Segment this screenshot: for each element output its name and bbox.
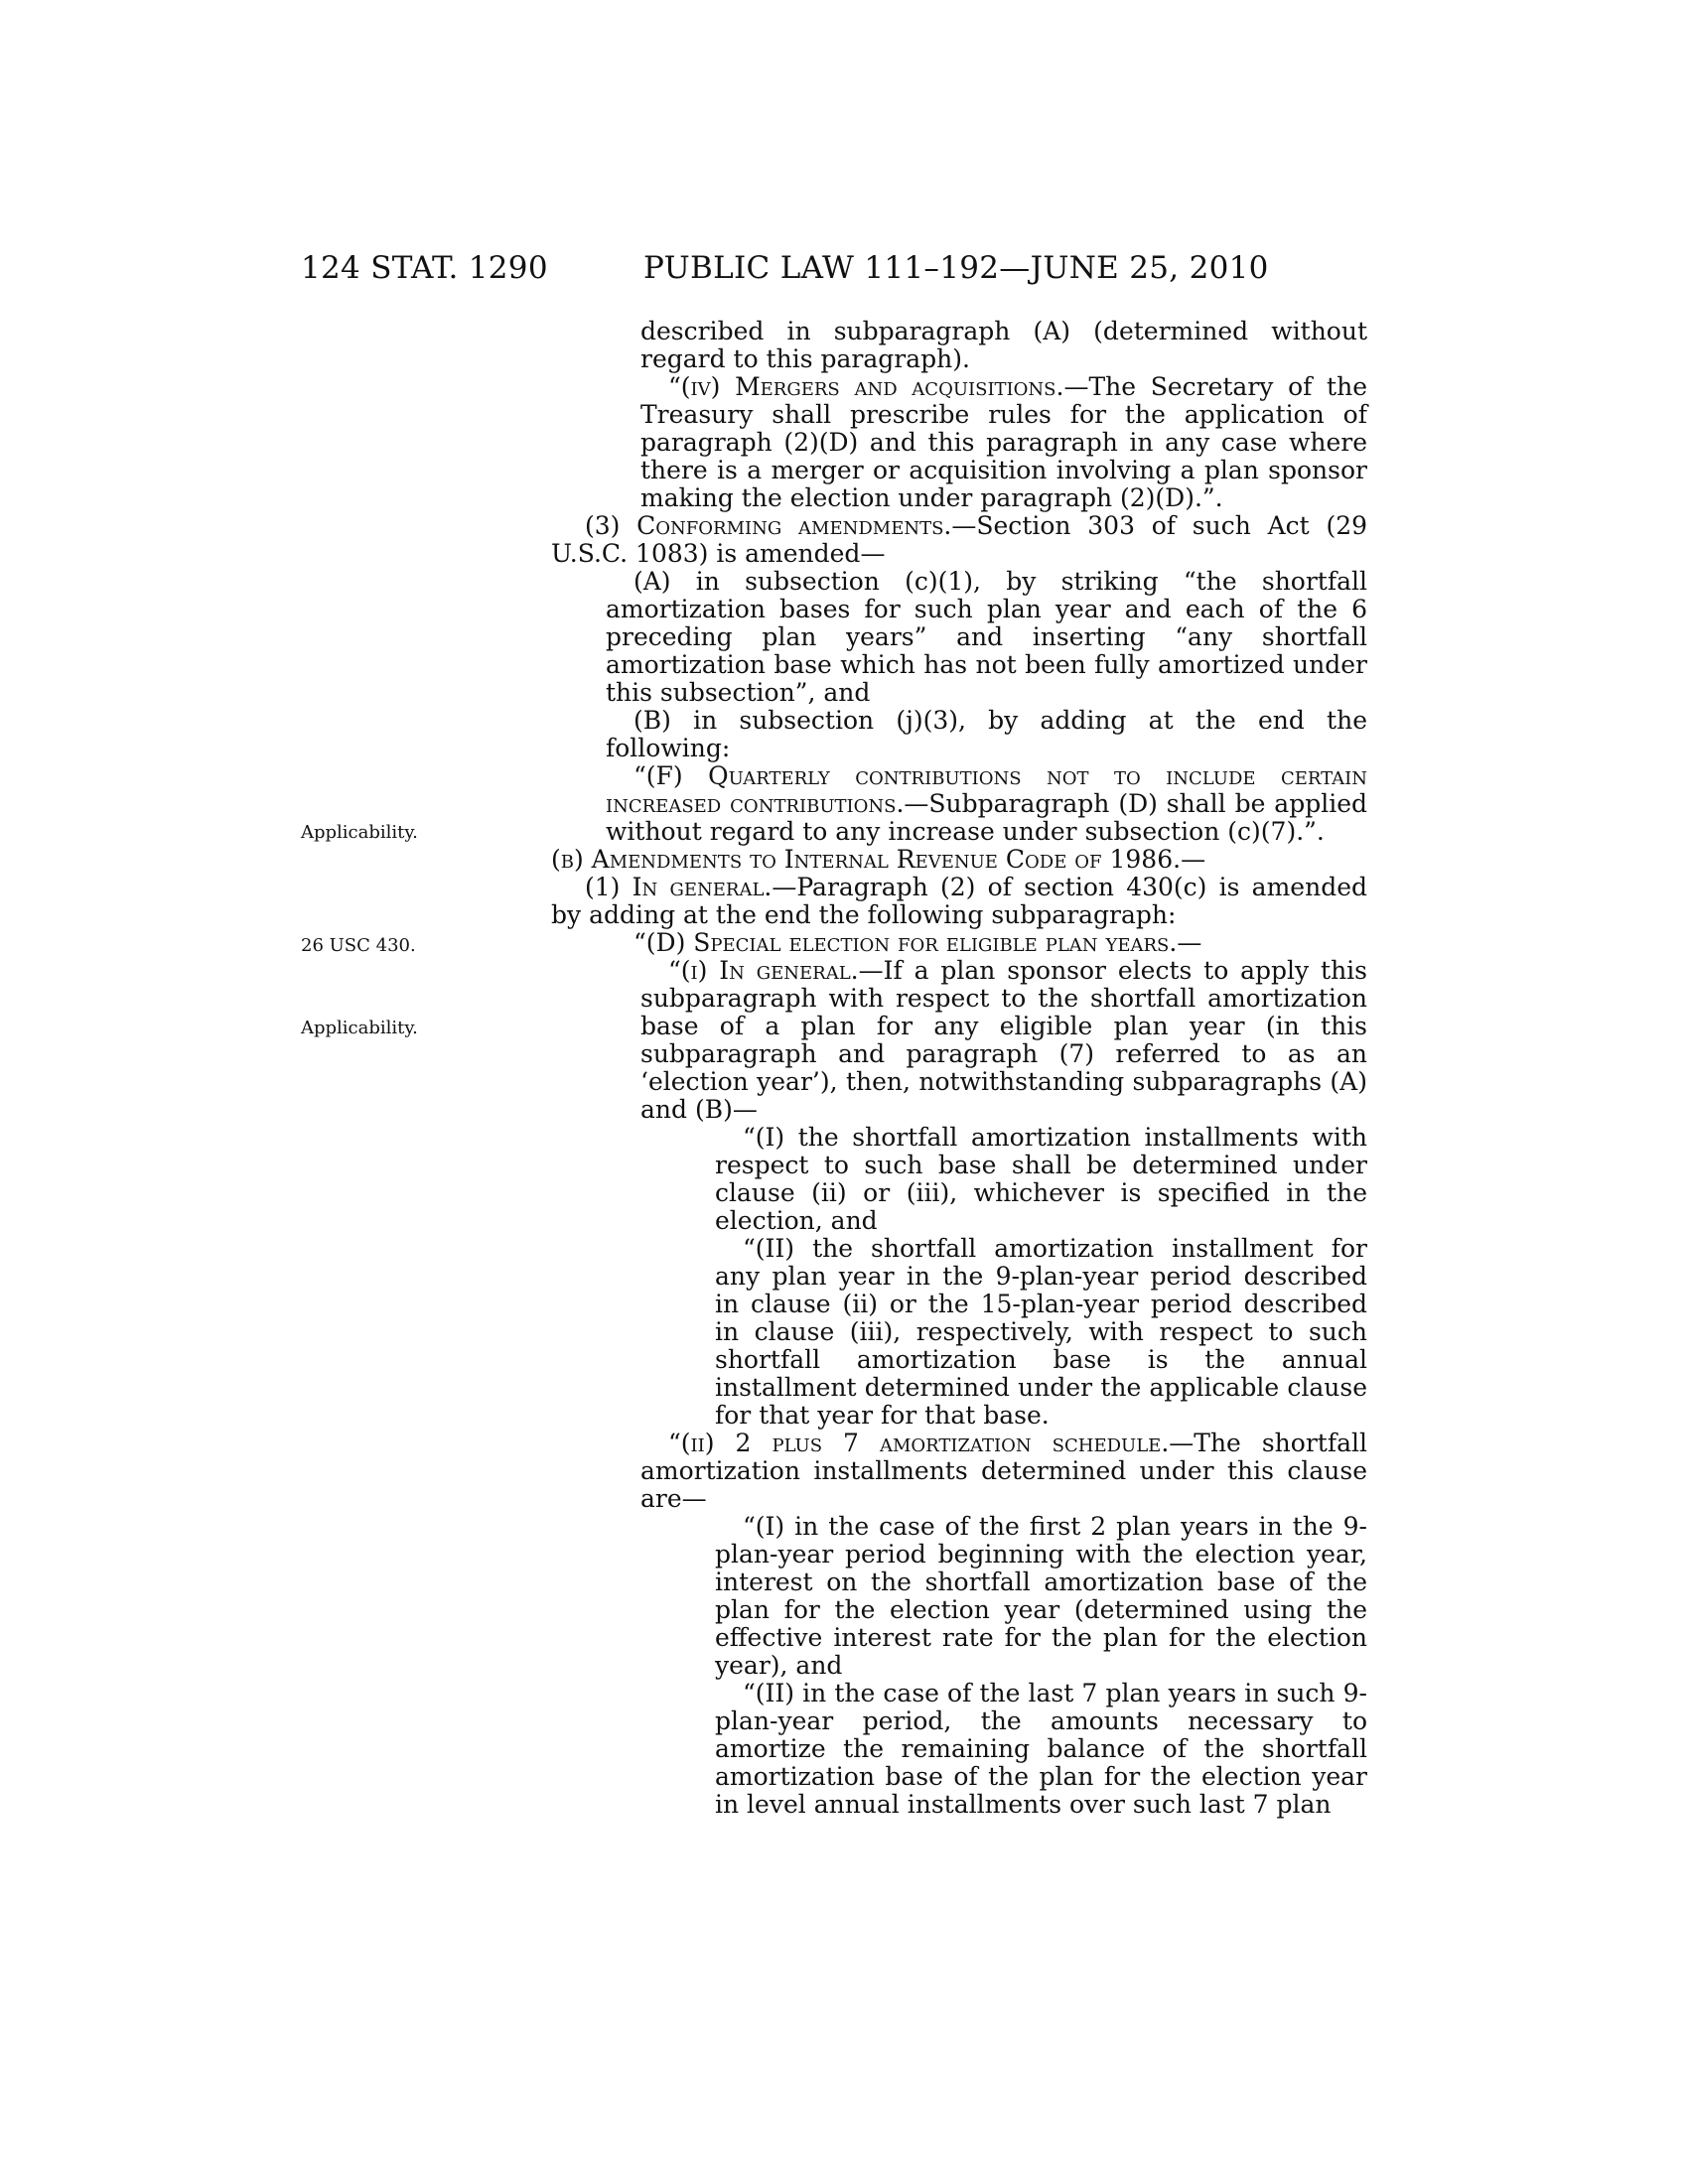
paragraph-heading: (3) Conforming amendments. <box>585 511 952 540</box>
paragraph-heading: “(iv) Mergers and acquisitions. <box>668 372 1064 401</box>
paragraph-text: “(I) in the case of the first 2 plan years in the 9-plan-year period beginning with the election year, interest on the shortfall amortization base of the plan for the election year (determined using the effective interest rate for the plan for the election year), and <box>715 1512 1367 1680</box>
statute-paragraph <box>551 874 1367 929</box>
paragraph-text: (B) in subsection (j)(3), by adding at the end the following: <box>606 706 1367 762</box>
paragraph-text: —Subparagraph (D) shall be applied without regard to any increase under subsection (c)(7).”. <box>606 789 1368 846</box>
paragraph-text: “(II) in the case of the last 7 plan years in such 9-plan-year period, the amounts necessary to amortize the remaining balance of the shortfall amortization base of the plan for the election year in level annual installments over such last 7 plan <box>715 1679 1367 1819</box>
page-reference: 124 STAT. 1290 <box>301 250 548 286</box>
margin-note-applicability: Applicability. <box>301 1018 418 1038</box>
statute-paragraph <box>551 1680 1367 1819</box>
margin-note-usc-citation: 26 USC 430. <box>301 935 416 956</box>
statute-paragraph <box>551 707 1367 762</box>
statute-paragraph <box>551 1513 1367 1680</box>
statute-paragraph <box>551 957 1367 1124</box>
statute-paragraph <box>551 318 1367 373</box>
statute-paragraph <box>551 1235 1367 1430</box>
paragraph-heading: (1) In general. <box>585 873 773 901</box>
paragraph-text: “(II) the shortfall amortization installment for any plan year in the 9-plan-year period described in clause (ii) or the 15-plan-year period described in clause (iii), respectively, with respect to such shortfall amortization base is the annual installment determined under the applicable clause for that year for that base. <box>715 1234 1367 1430</box>
statute-paragraph <box>551 568 1367 707</box>
paragraph-text: — <box>1181 845 1206 874</box>
statute-paragraph <box>551 373 1367 512</box>
paragraph-heading: “(D) Special election for eligible plan years. <box>633 928 1178 957</box>
statute-paragraph <box>551 1430 1367 1513</box>
law-title: PUBLIC LAW 111–192—JUNE 25, 2010 <box>643 250 1269 286</box>
paragraph-text: —The shortfall amortization installments determined under this clause are— <box>640 1429 1367 1513</box>
paragraph-text: — <box>1177 928 1202 957</box>
paragraph-heading: (b) Amendments to Internal Revenue Code of 1986. <box>551 845 1182 874</box>
statute-paragraph <box>551 762 1367 846</box>
paragraph-text: “(I) the shortfall amortization installments with respect to such base shall be determined under clause (ii) or (iii), whichever is specified in the election, and <box>715 1123 1367 1235</box>
paragraph-text: —Section 303 of such Act (29 U.S.C. 1083) is amended— <box>551 511 1368 568</box>
statute-paragraph <box>551 512 1367 568</box>
paragraph-heading: “(i) In general. <box>668 956 859 985</box>
paragraph-text: (A) in subsection (c)(1), by striking “the shortfall amortization bases for such plan year and each of the 6 preceding plan years” and inserting “any shortfall amortization base which has not been fully amortized under this subsection”, and <box>606 567 1367 707</box>
paragraph-heading: “(F) Quarterly contributions not to include certain increased contributions. <box>606 761 1367 818</box>
statute-paragraph <box>551 846 1367 874</box>
paragraph-heading: “(ii) 2 plus 7 amortization schedule. <box>668 1429 1170 1457</box>
paragraph-text: described in subparagraph (A) (determined without regard to this paragraph). <box>640 317 1367 373</box>
statute-body <box>551 318 1367 1819</box>
paragraph-text: —The Secretary of the Treasury shall prescribe rules for the application of paragraph (2)(D) and this paragraph in any case where there is a merger or acquisition involving a plan sponsor making the election under paragraph (2)(D).”. <box>640 372 1367 512</box>
statute-paragraph <box>551 929 1367 957</box>
statute-paragraph <box>551 1124 1367 1235</box>
margin-note-applicability: Applicability. <box>301 822 418 843</box>
paragraph-text: —If a plan sponsor elects to apply this subparagraph with respect to the shortfall amortization base of a plan for any eligible plan year (in this subparagraph and paragraph (7) referred to as an ‘election year’), then, notwithstanding subparagraphs (A) and (B)— <box>640 956 1367 1124</box>
paragraph-text: —Paragraph (2) of section 430(c) is amended by adding at the end the following subparagraph: <box>551 873 1367 929</box>
